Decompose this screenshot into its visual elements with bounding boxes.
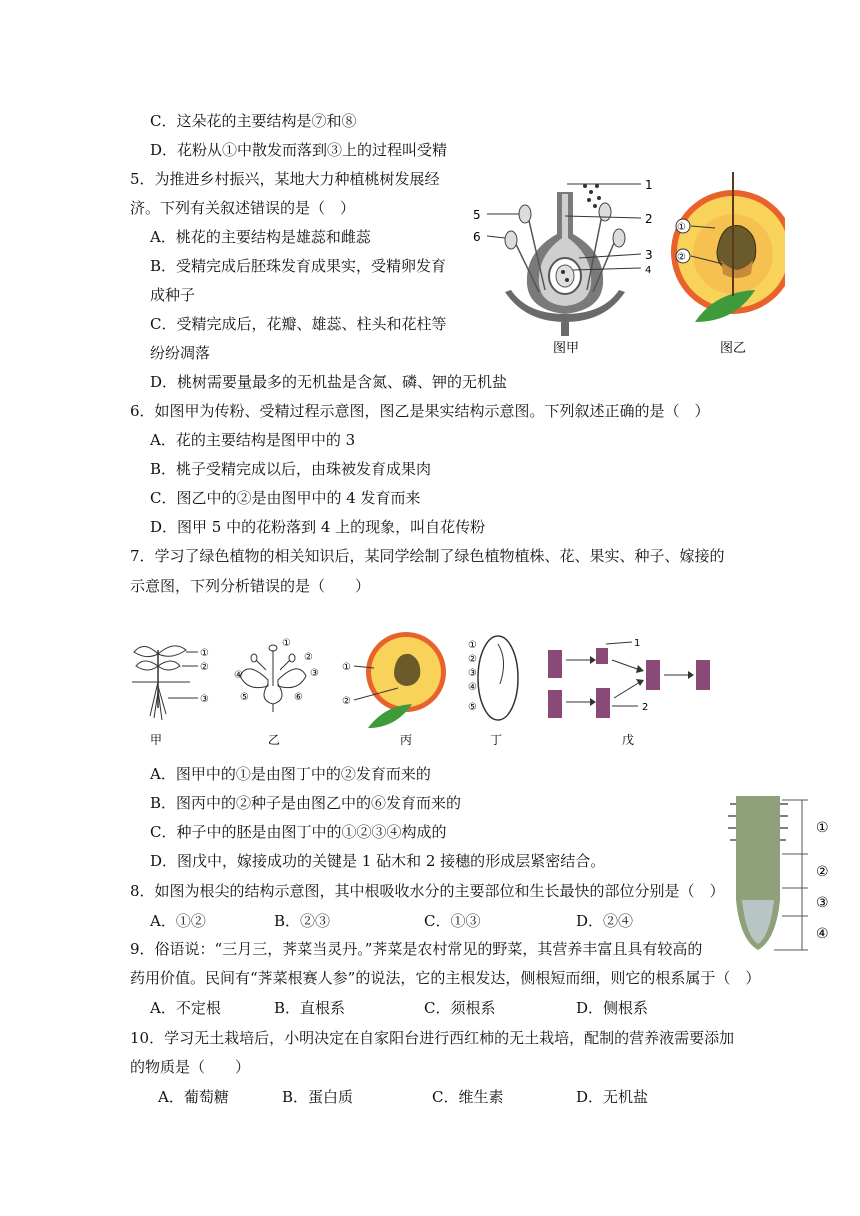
q5-option-c-line2: 纷纷凋落 [150, 344, 211, 362]
q8-option-a: A．①② [150, 912, 206, 930]
svg-text:④: ④ [468, 682, 477, 693]
pollination-fruit-figure [465, 172, 785, 362]
svg-text:⑤: ⑤ [240, 692, 249, 703]
caption-bing: 丙 [400, 733, 413, 747]
svg-text:②: ② [342, 696, 351, 707]
q7-stem-line1: 7．学习了绿色植物的相关知识后，某同学绘制了绿色植物植株、花、果实、种子、嫁接的 [130, 547, 725, 565]
svg-text:②: ② [468, 654, 477, 665]
label-4: 4 [645, 265, 652, 276]
q7-stem-line2: 示意图，下列分析错误的是（ ） [130, 577, 371, 595]
label-6: 6 [473, 230, 481, 244]
svg-text:②: ② [304, 652, 313, 663]
q9-stem-line1: 9．俗语说：“三月三，荠菜当灵丹。”荠菜是农村常见的野菜，其营养丰富且具有较高的 [130, 940, 703, 958]
grafting-wu-diagram [548, 638, 710, 747]
q4-option-d: D．花粉从①中散发而落到③上的过程叫受精 [150, 141, 448, 159]
q9-option-b: B．直根系 [274, 999, 346, 1017]
label-3: 3 [645, 248, 653, 262]
svg-text:③: ③ [468, 668, 477, 679]
q9-stem-line2: 药用价值。民间有“荠菜根赛人参”的说法，它的主根发达，侧根短而细，则它的根系属于（ ） [130, 969, 761, 987]
label-2: 2 [645, 212, 653, 226]
svg-text:⑥: ⑥ [294, 692, 303, 703]
q8-option-c: C．①③ [424, 912, 481, 930]
caption-jia: 甲 [150, 733, 163, 747]
q5-option-c-line1: C．受精完成后，花瓣、雄蕊、柱头和花柱等 [150, 315, 447, 333]
peach-label-2: ② [677, 252, 686, 263]
q6-stem: 6．如图甲为传粉、受精过程示意图，图乙是果实结构示意图。下列叙述正确的是（ ） [130, 402, 710, 420]
figure-jia-caption: 图甲 [553, 341, 580, 356]
q7-option-b: B．图丙中的②种子是由图乙中的⑥发育而来的 [150, 794, 462, 812]
q4-option-c: C．这朵花的主要结构是⑦和⑧ [150, 112, 357, 130]
q8-option-d: D．②④ [576, 912, 634, 930]
q5-option-b-line1: B．受精完成后胚珠发育成果实，受精卵发育 [150, 257, 447, 275]
caption-yi: 乙 [268, 733, 281, 747]
q10-stem-line1: 10．学习无土栽培后，小明决定在自家阳台进行西红柿的无土栽培，配制的营养液需要添加 [130, 1029, 735, 1047]
plant-jia-diagram [132, 646, 209, 747]
label-1: 1 [645, 178, 653, 192]
q5-option-d: D．桃树需要量最多的无机盐是含氮、磷、钾的无机盐 [150, 373, 508, 391]
q9-option-c: C．须根系 [424, 999, 496, 1017]
svg-text:③: ③ [200, 694, 209, 705]
caption-ding: 丁 [490, 733, 503, 747]
svg-text:⑤: ⑤ [468, 702, 477, 713]
root-tip-figure [722, 790, 834, 955]
svg-text:①: ① [200, 648, 209, 659]
q7-option-d: D．图戊中，嫁接成功的关键是 1 砧木和 2 接穗的形成层紧密结合。 [150, 852, 606, 870]
svg-text:2: 2 [642, 702, 649, 713]
figure-yi-caption: 图乙 [720, 341, 747, 356]
root-label-1: ① [816, 820, 829, 836]
svg-text:①: ① [342, 662, 351, 673]
svg-text:②: ② [200, 662, 209, 673]
q9-option-a: A．不定根 [150, 999, 221, 1017]
q5-stem-line1: 5．为推进乡村振兴，某地大力种植桃树发展经 [130, 170, 440, 188]
q6-option-d: D．图甲 5 中的花粉落到 4 上的现象，叫自花传粉 [150, 518, 486, 536]
label-5: 5 [473, 208, 481, 222]
svg-text:①: ① [468, 640, 477, 651]
q7-option-c: C．种子中的胚是由图丁中的①②③④构成的 [150, 823, 447, 841]
q10-options [158, 1086, 648, 1107]
peach-bing-diagram [342, 632, 446, 747]
q6-option-a: A．花的主要结构是图甲中的 3 [150, 431, 356, 449]
q10-stem-line2: 的物质是（ ） [130, 1058, 251, 1076]
svg-text:1: 1 [634, 638, 641, 649]
q10-option-b: B．蛋白质 [282, 1088, 354, 1106]
q9-option-d: D．侧根系 [576, 999, 649, 1017]
plant-structures-figure [128, 630, 728, 755]
q7-option-a: A．图甲中的①是由图丁中的②发育而来的 [150, 765, 431, 783]
flower-pistil-diagram [473, 178, 653, 356]
q8-stem: 8．如图为根尖的结构示意图，其中根吸收水分的主要部位和生长最快的部位分别是（ ） [130, 882, 725, 900]
root-label-4: ④ [816, 926, 829, 942]
q5-option-b-line2: 成种子 [150, 286, 196, 304]
peach-label-1: ① [677, 222, 686, 233]
root-label-2: ② [816, 864, 829, 880]
q10-option-d: D．无机盐 [576, 1088, 649, 1106]
svg-text:④: ④ [234, 670, 243, 681]
q5-option-a: A．桃花的主要结构是雄蕊和雌蕊 [150, 228, 371, 246]
q6-option-b: B．桃子受精完成以后，由珠被发育成果肉 [150, 460, 432, 478]
root-label-3: ③ [816, 895, 829, 911]
svg-text:①: ① [282, 638, 291, 649]
svg-text:③: ③ [310, 668, 319, 679]
q8-option-b: B．②③ [274, 912, 331, 930]
q10-option-c: C．维生素 [432, 1088, 504, 1106]
flower-yi-diagram [234, 638, 319, 747]
q5-stem-line2: 济。下列有关叙述错误的是（ ） [130, 199, 356, 217]
caption-wu: 戊 [622, 733, 635, 747]
peach-fruit-diagram [671, 172, 785, 356]
q9-options [150, 997, 648, 1018]
q10-option-a: A．葡萄糖 [158, 1088, 229, 1106]
q8-options [150, 910, 633, 931]
seed-ding-diagram [468, 636, 518, 747]
q6-option-c: C．图乙中的②是由图甲中的 4 发育而来 [150, 489, 421, 507]
